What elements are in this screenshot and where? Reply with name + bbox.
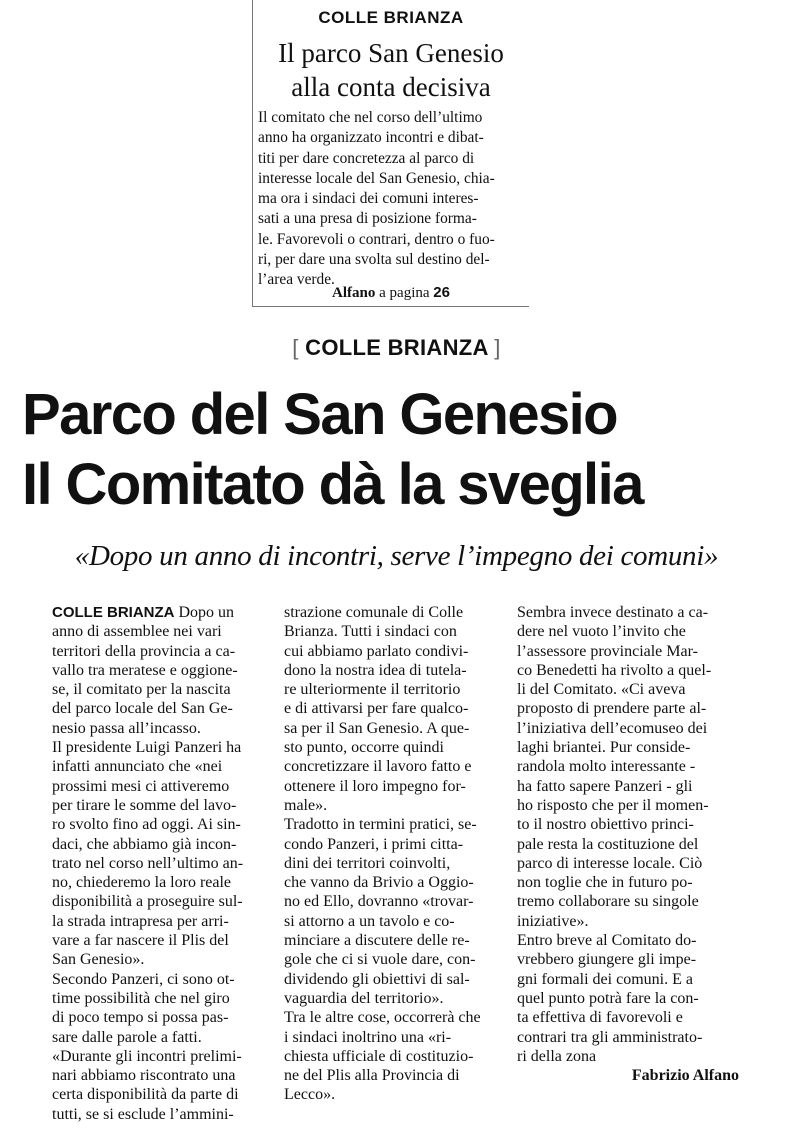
body-line: re ulteriormente il territorio <box>284 681 461 699</box>
teaser-line: l’area verde. <box>258 271 335 289</box>
teaser-body <box>258 108 524 291</box>
body-line: dini dei territori coinvolti, <box>284 854 451 872</box>
teaser-line: sati a una presa di posizione forma- <box>258 210 477 228</box>
body-line: sto punto, occorre quindi <box>284 739 444 757</box>
body-line: vallo tra meratese e oggione- <box>52 661 238 679</box>
body-line: ne del Plis alla Provincia di <box>284 1067 460 1085</box>
body-line: «Durante gli incontri prelimi- <box>52 1047 242 1065</box>
article-column-3 <box>517 603 739 1085</box>
body-line: Sembra invece destinato a ca- <box>517 604 709 621</box>
body-line: Secondo Panzeri, ci sono ot- <box>52 970 235 988</box>
bracket-close: ] <box>494 335 501 360</box>
body-line: gni formali dei comuni. E a <box>517 970 693 988</box>
body-line: contrari tra gli amministrato- <box>517 1028 703 1046</box>
reference-page-number: 26 <box>433 284 450 301</box>
body-line: dividendo gli obiettivi di sal- <box>284 970 470 988</box>
teaser-line: interesse locale del San Genesio, chia- <box>258 169 495 187</box>
body-line: li del Comitato. «Ci aveva <box>517 681 686 699</box>
teaser-line: ma ora i sindaci dei comuni interes- <box>258 190 479 208</box>
body-line: infatti annunciato che «nei <box>52 758 223 776</box>
body-line: Brianza. Tutti i sindaci con <box>284 623 457 641</box>
teaser-line: le. Favorevoli o contrari, dentro o fuo- <box>258 230 495 248</box>
body-line: nari abbiamo riscontrato una <box>52 1067 236 1085</box>
body-line: Il presidente Luigi Panzeri ha <box>52 739 242 757</box>
body-line: Tradotto in termini pratici, se- <box>284 816 477 834</box>
body-line: disponibilità a proseguire sul- <box>52 893 243 911</box>
teaser-line: titi per dare concretezza al parco di <box>258 149 475 167</box>
subheadline: «Dopo un anno di incontri, serve l’impegno dei comuni» <box>74 540 719 572</box>
reference-text: a pagina <box>379 285 430 301</box>
body-line: dere nel vuoto l’invito che <box>517 623 686 641</box>
body-line: che vanno da Brivio a Oggio- <box>284 874 474 892</box>
body-line: pale resta la costituzione del <box>517 835 699 853</box>
body-line: e di attivarsi per fare qualco- <box>284 700 469 718</box>
body-line: sare dalle parole a fatti. <box>52 1028 202 1046</box>
body-line: concretizzare il lavoro fatto e <box>284 758 472 776</box>
body-line: iniziative». <box>517 912 589 930</box>
body-line: vare a far nascere il Plis del <box>52 932 229 950</box>
body-line: trato nel corso nell’ultimo an- <box>52 854 244 872</box>
body-line: co Benedetti ha rivolto a quel- <box>517 661 712 679</box>
body-line: di poco tempo si possa pas- <box>52 1009 229 1027</box>
headline-line: Il Comitato dà la sveglia <box>22 452 643 517</box>
teaser-line: anno ha organizzato incontri e dibat- <box>258 129 484 147</box>
body-line: del parco locale del San Ge- <box>52 700 233 718</box>
body-line: cui abbiamo parlato condivi- <box>284 642 469 660</box>
body-line: chiesta ufficiale di costituzio- <box>284 1047 474 1065</box>
headline-line: Parco del San Genesio <box>22 382 617 447</box>
body-line: la strada intrapresa per arri- <box>52 912 229 930</box>
body-line <box>52 603 272 622</box>
body-line: tutti, se si esclude l’ammini- <box>52 1105 234 1123</box>
body-line: no ed Ello, dovranno «trovar- <box>284 893 474 911</box>
body-line: Lecco». <box>284 1086 336 1104</box>
body-line: gole che ci si vuole dare, con- <box>284 951 476 969</box>
body-line: Entro breve al Comitato do- <box>517 932 697 950</box>
teaser-title-line: Il parco San Genesio <box>278 38 504 68</box>
body-line: ha fatto sapere Panzeri - gli <box>517 777 693 795</box>
body-line: condo Panzeri, i primi citta- <box>284 835 464 853</box>
body-line: prossimi mesi ci attiveremo <box>52 777 230 795</box>
body-line: l’iniziativa dell’ecomuseo dei <box>517 719 708 737</box>
body-line: male». <box>284 796 328 814</box>
body-line: parco di interesse locale. Ciò <box>517 854 703 872</box>
body-line: vaguardia del territorio». <box>284 989 444 1007</box>
body-line: randola molto interessante - <box>517 758 696 776</box>
body-line: tremo collaborare su singole <box>517 893 699 911</box>
body-line: vrebbero giungere gli impe- <box>517 951 697 969</box>
body-line: non toglie che in futuro po- <box>517 874 693 892</box>
body-line: l’assessore provinciale Mar- <box>517 642 698 660</box>
body-line: ri della zona <box>517 1047 597 1065</box>
body-line: time possibilità che nel giro <box>52 989 230 1007</box>
teaser-kicker: COLLE BRIANZA <box>318 8 464 27</box>
body-line: se, il comitato per la nascita <box>52 681 231 699</box>
body-line: San Genesio». <box>52 951 145 969</box>
body-line: ottenere il loro impegno for- <box>284 777 466 795</box>
body-line: si attorno a un tavolo e co- <box>284 912 455 930</box>
page-reference <box>252 284 530 302</box>
reference-author: Alfano <box>332 285 376 301</box>
body-line: sa per il San Genesio. A que- <box>284 719 470 737</box>
teaser-box <box>252 0 530 308</box>
body-line: strazione comunale di Colle <box>284 604 464 621</box>
body-line: proposto di prendere parte al- <box>517 700 707 718</box>
teaser-title <box>252 36 530 104</box>
body-line: ta effettiva di favorevoli e <box>517 1009 683 1027</box>
body-line: certa disponibilità da parte di <box>52 1086 239 1104</box>
section-label: COLLE BRIANZA <box>305 335 488 360</box>
article-column-2 <box>284 603 504 1105</box>
body-line: dono la nostra idea di tutela- <box>284 661 467 679</box>
body-line: nesio passa all’incasso. <box>52 719 201 737</box>
body-line-text: Dopo un <box>178 604 235 621</box>
body-line: territori della provincia a ca- <box>52 642 236 660</box>
teaser-line: Il comitato che nel corso dell’ultimo <box>258 109 483 126</box>
body-line: i sindaci inoltrino una «ri- <box>284 1028 452 1046</box>
body-line: minciare a discutere delle re- <box>284 932 470 950</box>
teaser-line: ri, per dare una svolta sul destino del- <box>258 251 490 269</box>
body-line: per tirare le somme del lavo- <box>52 796 237 814</box>
body-line: daci, che abbiamo già incon- <box>52 835 237 853</box>
body-line: no, chiederemo la loro reale <box>52 874 232 892</box>
bracket-open: [ <box>292 335 299 360</box>
article-column-1 <box>52 603 272 1124</box>
teaser-title-line: alla conta decisiva <box>291 72 491 102</box>
body-line: laghi briantei. Pur conside- <box>517 739 691 757</box>
body-line: anno di assemblee nei vari <box>52 623 222 641</box>
body-line: ho risposto che per il momen- <box>517 796 709 814</box>
byline: Fabrizio Alfano <box>631 1067 739 1085</box>
body-line: quel punto potrà fare la con- <box>517 989 699 1007</box>
body-line: to il nostro obiettivo princi- <box>517 816 694 834</box>
headline <box>22 380 782 520</box>
body-line: Tra le altre cose, occorrerà che <box>284 1009 481 1027</box>
body-line: ro svolto fino ad oggi. Ai sin- <box>52 816 241 834</box>
section-kicker <box>0 335 793 361</box>
dateline: COLLE BRIANZA <box>52 604 175 621</box>
